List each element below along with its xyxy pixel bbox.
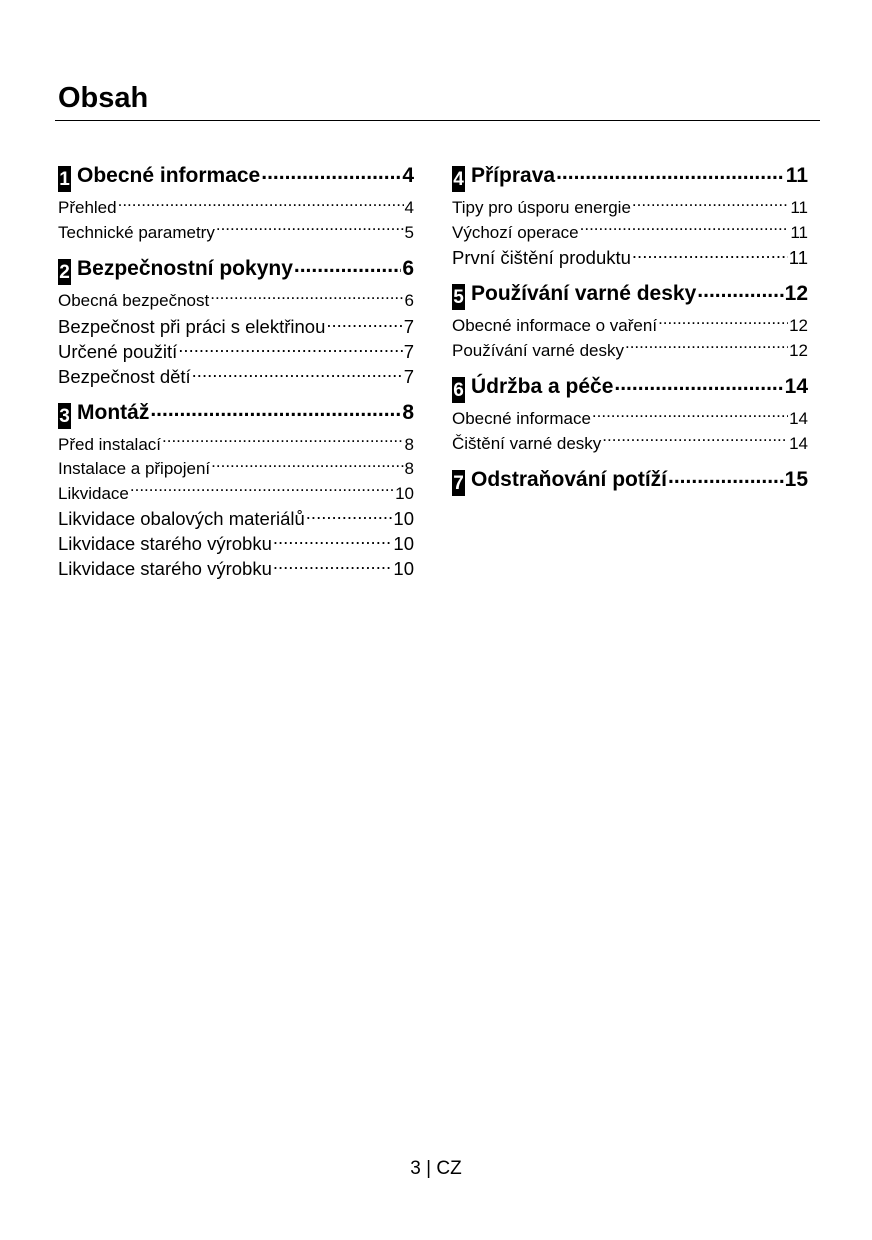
entry-label: Přehled bbox=[58, 198, 117, 218]
toc-entry[interactable] bbox=[58, 553, 414, 578]
toc-section bbox=[58, 397, 414, 579]
dot-leader bbox=[272, 553, 393, 575]
entry-label: Likvidace obalových materiálů bbox=[58, 508, 305, 530]
entry-page-number: 10 bbox=[395, 483, 414, 503]
entry-page-number: 4 bbox=[404, 198, 414, 218]
dot-leader bbox=[272, 528, 393, 550]
entry-page-number: 10 bbox=[393, 558, 414, 580]
section-title: Obecné informace bbox=[77, 164, 261, 187]
section-title: Používání varné desky bbox=[471, 282, 697, 305]
entry-page-number: 6 bbox=[404, 291, 414, 311]
toc-section-heading[interactable] bbox=[452, 464, 808, 496]
dot-leader bbox=[209, 286, 403, 306]
dot-leader bbox=[161, 430, 404, 450]
section-page-number: 6 bbox=[402, 257, 414, 280]
section-title: Příprava bbox=[471, 164, 556, 187]
section-page-number: 15 bbox=[784, 468, 808, 491]
toc-section bbox=[452, 278, 808, 360]
dot-leader bbox=[293, 253, 401, 278]
entry-label: Likvidace starého výrobku bbox=[58, 533, 272, 555]
toc-section bbox=[452, 371, 808, 453]
section-title: Odstraňování potíží bbox=[471, 468, 668, 491]
toc-entry[interactable] bbox=[58, 528, 414, 553]
entry-label: Tipy pro úsporu energie bbox=[452, 198, 631, 218]
dot-leader bbox=[601, 429, 788, 449]
section-number-badge: 1 bbox=[58, 166, 71, 192]
section-number-badge: 4 bbox=[452, 166, 465, 192]
dot-leader bbox=[260, 160, 401, 185]
section-page-number: 12 bbox=[784, 282, 808, 305]
toc-entry[interactable] bbox=[58, 218, 414, 243]
section-page-number: 11 bbox=[785, 164, 808, 187]
toc-section-heading[interactable] bbox=[452, 371, 808, 403]
entry-page-number: 7 bbox=[403, 340, 414, 362]
entry-page-number: 11 bbox=[788, 247, 808, 269]
entry-page-number: 5 bbox=[404, 222, 414, 242]
dot-leader bbox=[129, 479, 394, 499]
entry-label: Výchozí operace bbox=[452, 222, 579, 242]
section-number-badge: 6 bbox=[452, 377, 465, 403]
toc-entry[interactable] bbox=[58, 503, 414, 528]
dot-leader bbox=[613, 371, 783, 396]
entry-label: Používání varné desky bbox=[452, 340, 624, 360]
entry-page-number: 12 bbox=[789, 340, 808, 360]
entry-label: Technické parametry bbox=[58, 222, 215, 242]
dot-leader bbox=[117, 193, 404, 213]
toc-entry[interactable] bbox=[58, 311, 414, 336]
dot-leader bbox=[210, 454, 403, 474]
dot-leader bbox=[191, 361, 403, 383]
toc-entry[interactable] bbox=[58, 479, 414, 504]
toc-entry[interactable] bbox=[452, 311, 808, 336]
section-number-badge: 3 bbox=[58, 403, 71, 429]
section-page-number: 4 bbox=[402, 164, 414, 187]
toc-entry[interactable] bbox=[58, 361, 414, 386]
toc-section-heading[interactable] bbox=[58, 397, 414, 429]
page-footer: 3 | CZ bbox=[410, 1158, 462, 1179]
entry-page-number: 12 bbox=[789, 316, 808, 336]
entry-page-number: 14 bbox=[789, 409, 808, 429]
dot-leader bbox=[696, 278, 783, 303]
toc-section-heading[interactable] bbox=[452, 160, 808, 192]
section-page-number: 8 bbox=[402, 400, 414, 424]
title-divider bbox=[55, 120, 820, 121]
section-title: Bezpečnostní pokyny bbox=[77, 257, 293, 280]
entry-label: Před instalací bbox=[58, 434, 161, 454]
toc-entry[interactable] bbox=[452, 193, 808, 218]
toc-entry[interactable] bbox=[452, 218, 808, 243]
page-title: Obsah bbox=[58, 82, 149, 114]
entry-label: První čištění produktu bbox=[452, 247, 631, 269]
toc-entry[interactable] bbox=[58, 454, 414, 479]
entry-page-number: 10 bbox=[393, 508, 414, 530]
entry-page-number: 11 bbox=[790, 222, 808, 242]
entry-label: Bezpečnost dětí bbox=[58, 365, 191, 387]
toc-entry[interactable] bbox=[452, 242, 808, 267]
entry-page-number: 7 bbox=[403, 315, 414, 337]
entry-label: Určené použití bbox=[58, 340, 178, 362]
toc-entry[interactable] bbox=[58, 286, 414, 311]
toc-section bbox=[58, 160, 414, 242]
entry-label: Likvidace starého výrobku bbox=[58, 558, 272, 580]
entry-label: Obecné informace o vaření bbox=[452, 316, 658, 336]
dot-leader bbox=[555, 160, 785, 185]
toc-section bbox=[452, 160, 808, 267]
dot-leader bbox=[149, 397, 401, 422]
dot-leader bbox=[624, 336, 788, 356]
entry-page-number: 8 bbox=[404, 434, 414, 454]
entry-label: Čištění varné desky bbox=[452, 433, 602, 453]
toc-section-heading[interactable] bbox=[58, 160, 414, 192]
dot-leader bbox=[657, 311, 788, 331]
dot-leader bbox=[579, 218, 790, 238]
toc-section-heading[interactable] bbox=[452, 278, 808, 310]
entry-page-number: 11 bbox=[790, 198, 808, 218]
entry-page-number: 14 bbox=[789, 433, 808, 453]
section-page-number: 14 bbox=[784, 375, 808, 398]
toc-entry[interactable] bbox=[452, 336, 808, 361]
dot-leader bbox=[305, 503, 393, 525]
entry-label: Obecná bezpečnost bbox=[58, 291, 210, 311]
entry-label: Obecné informace bbox=[452, 409, 591, 429]
toc-entry[interactable] bbox=[58, 336, 414, 361]
toc-section bbox=[58, 253, 414, 386]
section-title: Montáž bbox=[77, 400, 150, 424]
toc-entry[interactable] bbox=[452, 429, 808, 454]
dot-leader bbox=[667, 464, 784, 489]
entry-label: Instalace a připojení bbox=[58, 459, 211, 479]
dot-leader bbox=[177, 336, 402, 358]
entry-page-number: 10 bbox=[393, 533, 414, 555]
dot-leader bbox=[631, 242, 788, 264]
dot-leader bbox=[591, 404, 788, 424]
toc-section-heading[interactable] bbox=[58, 253, 414, 285]
section-number-badge: 2 bbox=[58, 259, 71, 285]
toc-entry[interactable] bbox=[58, 193, 414, 218]
section-title: Údržba a péče bbox=[471, 375, 614, 398]
toc-section bbox=[452, 464, 808, 496]
entry-page-number: 7 bbox=[403, 365, 414, 387]
entry-label: Bezpečnost při práci s elektřinou bbox=[58, 315, 326, 337]
toc-entry[interactable] bbox=[58, 430, 414, 455]
toc-column-right bbox=[452, 160, 808, 507]
toc-column-left bbox=[58, 160, 414, 589]
section-number-badge: 7 bbox=[452, 470, 465, 496]
entry-page-number: 8 bbox=[404, 459, 414, 479]
dot-leader bbox=[325, 311, 402, 333]
dot-leader bbox=[215, 218, 404, 238]
entry-label: Likvidace bbox=[58, 483, 129, 503]
toc-entry[interactable] bbox=[452, 404, 808, 429]
section-number-badge: 5 bbox=[452, 284, 465, 310]
dot-leader bbox=[631, 193, 789, 213]
